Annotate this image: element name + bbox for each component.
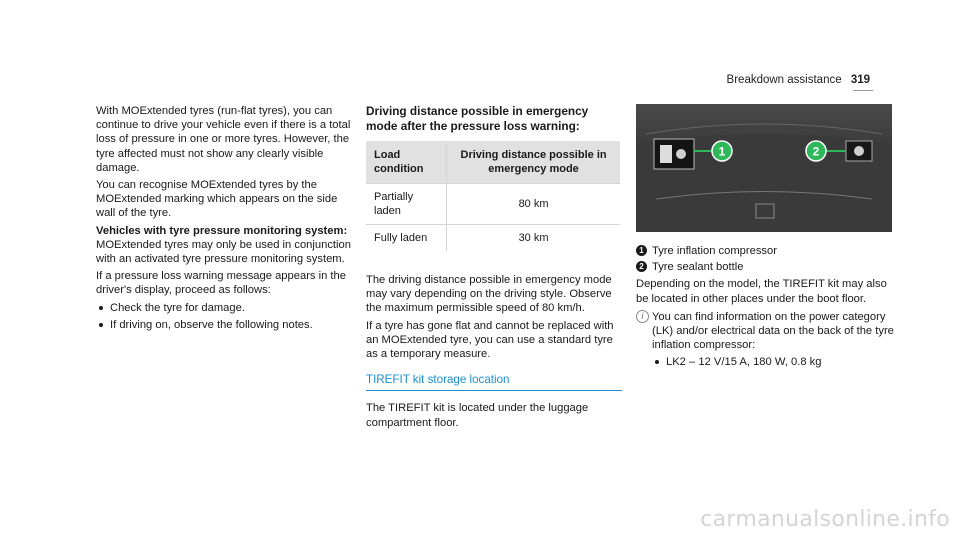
column-2 xyxy=(366,104,622,433)
paragraph: The TIREFIT kit is located under the luggage compartment floor. xyxy=(366,402,589,429)
paragraph: With MOExtended tyres (run-flat tyres), you can continue to drive your vehicle even if there is a total loss of pressure in one or more tyres. However, the tyre affected must not show any clearly visible damage. xyxy=(96,105,351,174)
paragraph: MOExtended tyres may only be used in conjunction with an activated tyre pressure monitoring system. xyxy=(96,238,351,266)
tirefit-kit-photo xyxy=(636,104,892,232)
list-item: Check the tyre for damage. xyxy=(96,301,352,315)
table-row xyxy=(366,184,620,225)
distance-table xyxy=(366,141,620,251)
list-item: If driving on, observe the following notes. xyxy=(96,318,352,332)
watermark: carmanualsonline.info xyxy=(700,506,950,532)
legend-text: Tyre sealant bottle xyxy=(652,261,744,274)
table-cell: Fully laden xyxy=(366,225,447,252)
bullet-list xyxy=(96,301,352,332)
paragraph: The driving distance possible in emergency mode may vary depending on the driving style. Observe the maximum permissible speed of 80 km/h. xyxy=(366,274,612,315)
page-header xyxy=(727,73,870,87)
paragraph: Depending on the model, the TIREFIT kit may also be located in other places under the boot floor. xyxy=(636,278,887,305)
boot-floor-illustration xyxy=(636,104,892,232)
info-icon: i xyxy=(636,310,649,323)
paragraph: If a tyre has gone flat and cannot be replaced with an MOExtended tyre, you can use a standard tyre as a temporary measure. xyxy=(366,319,614,361)
column-3 xyxy=(636,104,894,373)
column-1 xyxy=(96,104,352,335)
paragraph: If a pressure loss warning message appears in the driver's display, proceed as follows: xyxy=(96,270,346,297)
table-cell: 30 km xyxy=(447,225,620,252)
legend-text: Tyre inflation compressor xyxy=(652,245,777,257)
callout-2-label: 2 xyxy=(812,144,820,159)
bullet-list xyxy=(652,355,894,369)
storage-location-heading: TIREFIT kit storage location xyxy=(366,373,622,391)
note-text: You can find information on the power category (LK) and/or electrical data on the back of the tyre inflation compressor: xyxy=(652,310,894,352)
legend-item xyxy=(636,260,894,274)
paragraph: You can recognise MOExtended tyres by the MOExtended marking which appears on the side wall of the tyre. xyxy=(96,179,338,220)
table-row xyxy=(366,225,620,252)
table-cell: Partially laden xyxy=(366,184,447,225)
legend-number-icon: 1 xyxy=(636,245,647,256)
header-rule xyxy=(853,90,873,91)
section-heading: Driving distance possible in emergency mode after the pressure loss warning: xyxy=(366,104,589,133)
legend-number-icon: 2 xyxy=(636,261,647,272)
table-header: Load condition xyxy=(366,141,447,184)
page-number: 319 xyxy=(850,74,870,86)
section-title: Breakdown assistance xyxy=(726,74,842,86)
list-item: LK2 – 12 V/15 A, 180 W, 0.8 kg xyxy=(652,355,894,369)
legend-item xyxy=(636,244,894,258)
table-cell: 80 km xyxy=(447,184,620,225)
subheading: Vehicles with tyre pressure monitoring system: xyxy=(96,224,348,237)
callout-1-label: 1 xyxy=(718,144,726,159)
info-note xyxy=(636,310,894,370)
table-header: Driving distance possible in emergency mode xyxy=(447,141,620,184)
